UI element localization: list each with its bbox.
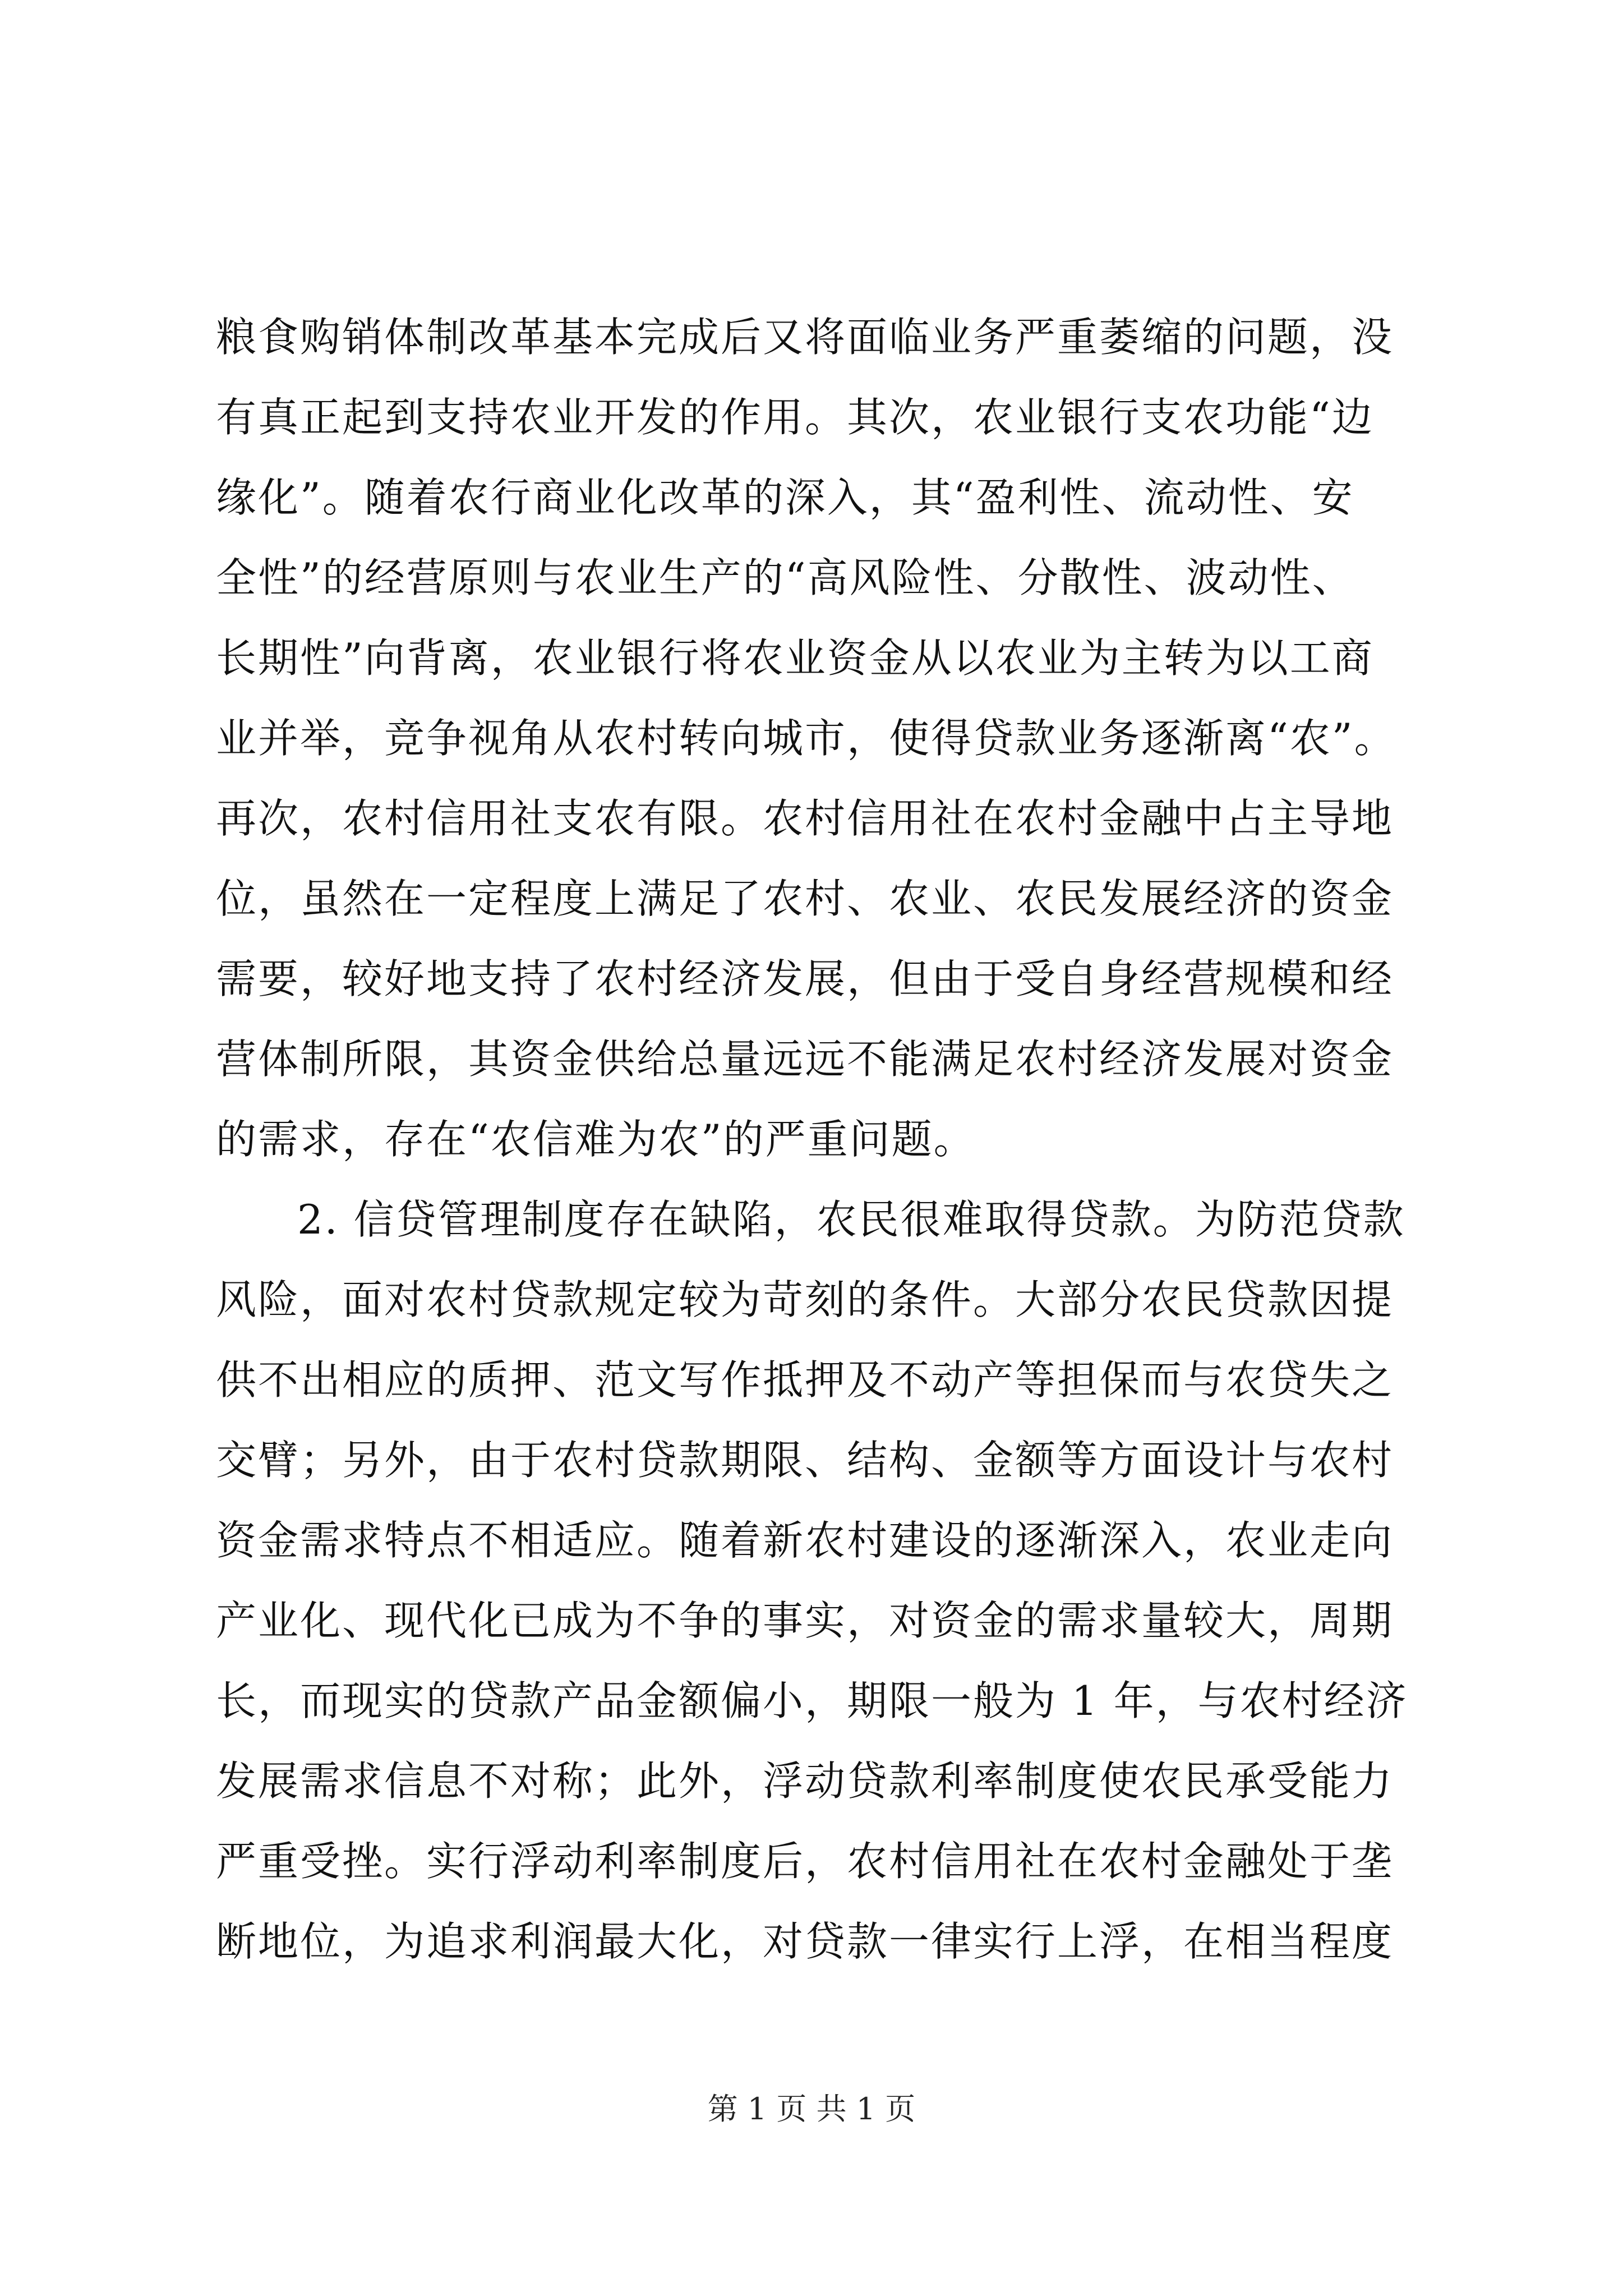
text-line: 缘化”。随着农行商业化改革的深入，其“盈利性、流动性、安 [216,474,1354,521]
text-line: 产业化、现代化已成为不争的事实，对资金的需求量较大，周期 [216,1597,1394,1644]
text-line: 位，虽然在一定程度上满足了农村、农业、农民发展经济的资金 [216,875,1394,922]
text-line: 交臂；另外，由于农村贷款期限、结构、金额等方面设计与农村 [216,1437,1394,1484]
text-line: 的需求，存在“农信难为农”的严重问题。 [216,1116,976,1163]
text-line: 资金需求特点不相适应。随着新农村建设的逐渐深入，农业走向 [216,1517,1394,1564]
body-text [216,297,1427,1982]
text-line: 全性”的经营原则与农业生产的“高风险性、分散性、波动性、 [216,554,1354,601]
text-line: 风险，面对农村贷款规定较为苛刻的条件。大部分农民贷款因提 [216,1276,1394,1323]
text-line: 业并举，竞争视角从农村转向城市，使得贷款业务逐渐离“农”。 [216,715,1396,762]
text-line: 需要，较好地支持了农村经济发展，但由于受自身经营规模和经 [216,955,1394,1002]
text-line: 发展需求信息不对称；此外，浮动贷款利率制度使农民承受能力 [216,1757,1394,1805]
text-line: 再次，农村信用社支农有限。农村信用社在农村金融中占主导地 [216,795,1394,842]
text-line: 有真正起到支持农业开发的作用。其次，农业银行支农功能“边 [216,394,1374,441]
text-line: 断地位，为追求利润最大化，对贷款一律实行上浮，在相当程度 [216,1918,1394,1965]
text-line: 长，而现实的贷款产品金额偏小，期限一般为 1 年，与农村经济 [216,1677,1408,1724]
text-line: 供不出相应的质押、范文写作抵押及不动产等担保而与农贷失之 [216,1356,1394,1404]
page-footer: 第 1 页 共 1 页 [707,2091,916,2127]
text-line: 粮食购销体制改革基本完成后又将面临业务严重萎缩的问题，没 [216,314,1394,361]
text-line: 营体制所限，其资金供给总量远远不能满足农村经济发展对资金 [216,1036,1394,1083]
paragraph-start-line: 2. 信贷管理制度存在缺陷，农民很难取得贷款。为防范贷款 [297,1196,1405,1243]
text-line: 长期性”向背离，农业银行将农业资金从以农业为主转为以工商 [216,634,1374,682]
text-line: 严重受挫。实行浮动利率制度后，农村信用社在农村金融处于垄 [216,1838,1394,1885]
